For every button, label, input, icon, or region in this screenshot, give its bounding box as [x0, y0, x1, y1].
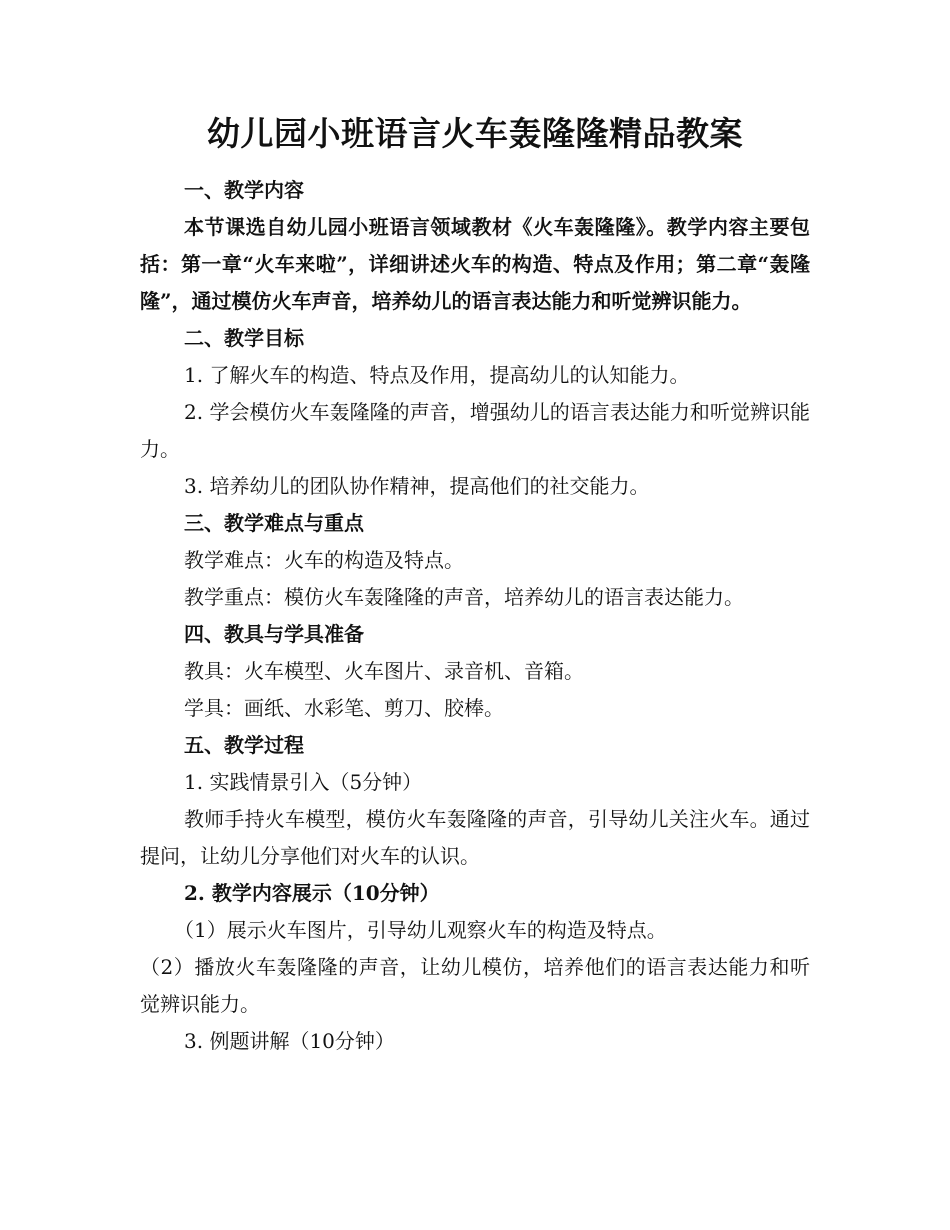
- section-heading-key-points: 三、教学难点与重点: [184, 511, 364, 535]
- section-heading-content: 一、教学内容: [184, 178, 304, 202]
- process-step-1: 1. 实践情景引入（5分钟）: [184, 770, 423, 794]
- objective-item-1: 1. 了解火车的构造、特点及作用，提高幼儿的认知能力。: [184, 363, 690, 387]
- process-step-1-detail: 教师手持火车模型，模仿火车轰隆隆的声音，引导幼儿关注火车。通过提问，让幼儿分享他们对火车的认识。: [140, 807, 810, 868]
- section-heading-materials: 四、教具与学具准备: [184, 622, 364, 646]
- process-step-2-item-1: （1）展示火车图片，引导幼儿观察火车的构造及特点。: [174, 918, 667, 942]
- objective-item-3: 3. 培养幼儿的团队协作精神，提高他们的社交能力。: [184, 474, 650, 498]
- document-page: [140, 110, 810, 1060]
- difficulty-text: 教学难点：火车的构造及特点。: [184, 548, 464, 572]
- objective-item-2: 2. 学会模仿火车轰隆隆的声音，增强幼儿的语言表达能力和听觉辨识能力。: [140, 400, 810, 461]
- section-heading-process: 五、教学过程: [184, 733, 304, 757]
- document-title: 幼儿园小班语言火车轰隆隆精品教案: [207, 114, 743, 153]
- process-step-2-item-2: （2）播放火车轰隆隆的声音，让幼儿模仿，培养他们的语言表达能力和听觉辨识能力。: [140, 955, 810, 1016]
- focus-text: 教学重点：模仿火车轰隆隆的声音，培养幼儿的语言表达能力。: [184, 585, 744, 609]
- teaching-aids-text: 教具：火车模型、火车图片、录音机、音箱。: [184, 659, 584, 683]
- process-step-3: 3. 例题讲解（10分钟）: [184, 1029, 395, 1053]
- process-step-2: 2. 教学内容展示（10分钟）: [184, 881, 440, 905]
- learning-aids-text: 学具：画纸、水彩笔、剪刀、胶棒。: [184, 696, 504, 720]
- section-heading-objectives: 二、教学目标: [184, 326, 304, 350]
- content-paragraph: 本节课选自幼儿园小班语言领域教材《火车轰隆隆》。教学内容主要包括：第一章“火车来啦”，详细讲述火车的构造、特点及作用；第二章“轰隆隆”，通过模仿火车声音，培养幼儿的语言表达能力和听觉辨识能力。: [140, 215, 810, 313]
